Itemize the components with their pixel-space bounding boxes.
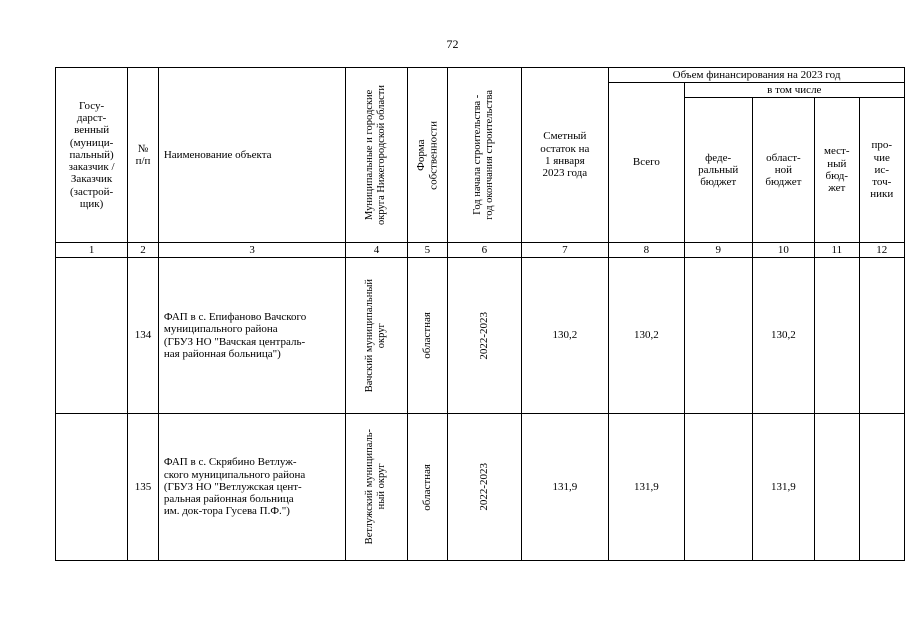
header-estimated-balance: Сметный остаток на 1 января 2023 года [521, 68, 609, 243]
page-number: 72 [446, 37, 459, 51]
row-years: 2022-2023 [448, 414, 521, 561]
row-estimated-balance: 131,9 [521, 414, 609, 561]
row-total: 131,9 [609, 414, 684, 561]
column-number: 9 [684, 243, 752, 258]
header-number: № п/п [128, 68, 159, 243]
row-years: 2022-2023 [448, 258, 521, 414]
header-funding-group: Объем финансирования на 2023 год [609, 68, 905, 83]
row-other-sources [859, 258, 904, 414]
row-ownership: областная [407, 414, 448, 561]
column-number: 12 [859, 243, 904, 258]
row-regional-budget: 131,9 [752, 414, 814, 561]
row-other-sources [859, 414, 904, 561]
header-years: Год начала строительства - год окончания строительства [448, 68, 521, 243]
column-number: 10 [752, 243, 814, 258]
header-total: Всего [609, 83, 684, 243]
row-total: 130,2 [609, 258, 684, 414]
row-ownership: областная [407, 258, 448, 414]
row-object-name: ФАП в с. Скрябино Ветлуж- ского муниципального района (ГБУЗ НО "Ветлужская цент- ральная районная больница им. док-тора Гусева П.Ф.") [158, 414, 345, 561]
column-number: 11 [815, 243, 860, 258]
row-local-budget [815, 258, 860, 414]
header-including: в том числе [684, 83, 904, 98]
header-object-name: Наименование объекта [158, 68, 345, 243]
table-row [56, 414, 905, 561]
header-ownership: Форма собственности [407, 68, 448, 243]
table-row [56, 258, 905, 414]
column-number: 1 [56, 243, 128, 258]
column-number: 5 [407, 243, 448, 258]
column-number-row [56, 243, 905, 258]
column-number: 4 [346, 243, 407, 258]
row-district: Ветлужский муниципаль- ный округ [346, 414, 407, 561]
row-regional-budget: 130,2 [752, 258, 814, 414]
row-number: 134 [128, 258, 159, 414]
row-district: Вачский муниципальный округ [346, 258, 407, 414]
row-federal-budget [684, 258, 752, 414]
financing-table [55, 67, 905, 561]
column-number: 7 [521, 243, 609, 258]
header-regional-budget: област- ной бюджет [752, 98, 814, 243]
row-number: 135 [128, 414, 159, 561]
row-estimated-balance: 130,2 [521, 258, 609, 414]
row-object-name: ФАП в с. Епифаново Вачского муниципального района (ГБУЗ НО "Вачская централь- ная районная больница") [158, 258, 345, 414]
header-district: Муниципальные и городские округа Нижегородской области [346, 68, 407, 243]
header-customer: Госу- дарст- венный (муници- пальный) заказчик / Заказчик (застрой- щик) [56, 68, 128, 243]
row-local-budget [815, 414, 860, 561]
column-number: 3 [158, 243, 345, 258]
column-number: 8 [609, 243, 684, 258]
header-local-budget: мест- ный бюд- жет [815, 98, 860, 243]
row-customer [56, 414, 128, 561]
header-other-sources: про- чие ис- точ- ники [859, 98, 904, 243]
row-customer [56, 258, 128, 414]
column-number: 6 [448, 243, 521, 258]
row-federal-budget [684, 414, 752, 561]
header-federal-budget: феде- ральный бюджет [684, 98, 752, 243]
column-number: 2 [128, 243, 159, 258]
